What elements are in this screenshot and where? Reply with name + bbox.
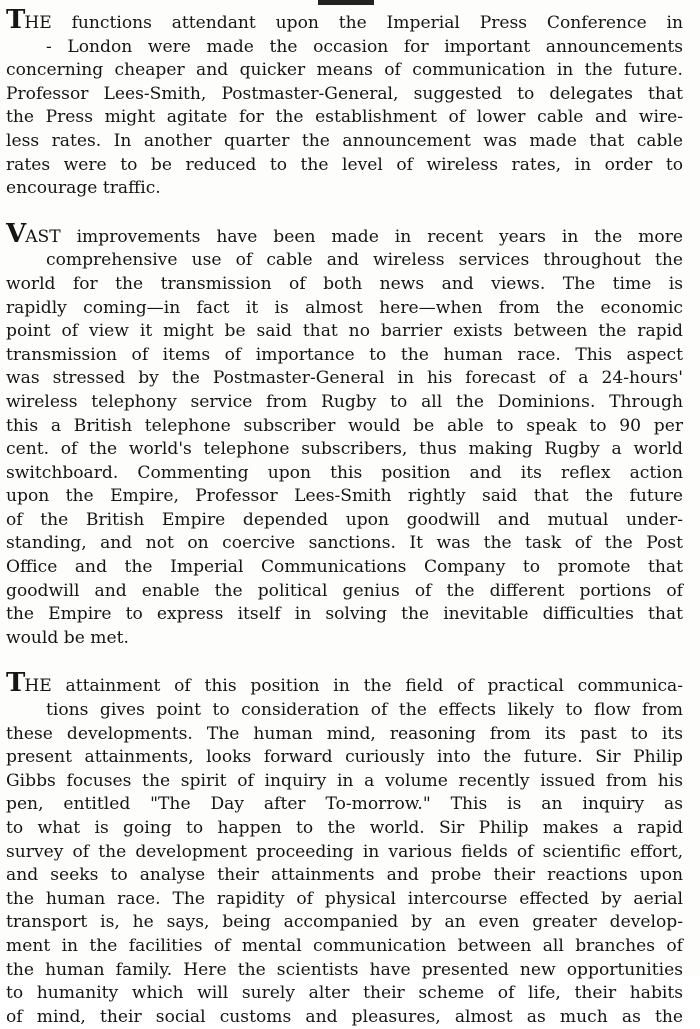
paragraph-line: upon the Empire, Professor Lees-Smith rightly said that the future bbox=[6, 486, 683, 507]
paragraph-line: VAST improvements have been made in recent years in the more bbox=[6, 218, 683, 249]
paragraph-line: less rates. In another quarter the announcement was made that cable bbox=[6, 130, 683, 151]
drop-initial: T bbox=[6, 668, 25, 699]
paragraph-line: - London were made the occasion for important announcements bbox=[46, 36, 683, 57]
drop-initial: V bbox=[6, 218, 26, 249]
paragraph-line: comprehensive use of cable and wireless services throughout the bbox=[46, 250, 683, 271]
paragraph-line: would be met. bbox=[6, 627, 129, 648]
paragraph-line: goodwill and enable the political genius of the different portions of bbox=[6, 580, 683, 601]
drop-initial: T bbox=[6, 5, 25, 35]
paragraph-line: and seeks to analyse their attainments and probe their reactions upon bbox=[6, 865, 683, 886]
paragraph-line: survey of the development proceeding in various fields of scientific effort, bbox=[6, 841, 683, 862]
paragraph-2 bbox=[6, 218, 683, 651]
paragraph-line: to what is going to happen to the world. Sir Philip makes a rapid bbox=[6, 818, 683, 838]
paragraph-line: concerning cheaper and quicker means of communication in the future. bbox=[6, 60, 683, 81]
paragraph-line: standing, and not on coercive sanctions. It was the task of the Post bbox=[6, 533, 683, 554]
paragraph-line: world for the transmission of both news and views. The time is bbox=[6, 273, 683, 294]
paragraph-line: Professor Lees-Smith, Postmaster-General, suggested to delegates that bbox=[6, 83, 683, 104]
paragraph-line: rapidly coming—in fact it is almost here—when from the economic bbox=[6, 297, 683, 318]
paragraph-line: of mind, their social customs and pleasures, almost as much as the bbox=[6, 1006, 683, 1027]
paragraph-line: the human race. The rapidity of physical intercourse effected by aerial bbox=[6, 888, 683, 909]
paragraph-line: was stressed by the Postmaster-General in his forecast of a 24-hours' bbox=[6, 368, 683, 389]
paragraph-line: of the British Empire depended upon goodwill and mutual under- bbox=[6, 509, 683, 530]
paragraph-line: transmission of items of importance to the human race. This aspect bbox=[6, 344, 683, 365]
paragraph-line: rates were to be reduced to the level of wireless rates, in order to bbox=[6, 154, 683, 175]
paragraph-line: THE functions attendant upon the Imperial Press Conference in bbox=[6, 5, 683, 35]
paragraph-line: the Empire to express itself in solving the inevitable difficulties that bbox=[6, 604, 683, 625]
paragraph-line: the human family. Here the scientists have presented new opportunities bbox=[6, 959, 683, 980]
paragraph-line: THE attainment of this position in the field of practical communica- bbox=[6, 668, 683, 699]
paragraph-line: transport is, he says, being accompanied by an even greater develop- bbox=[6, 912, 683, 933]
paragraph-line: Office and the Imperial Communications Company to promote that bbox=[6, 557, 683, 578]
paragraph-line: tions gives point to consideration of the effects likely to flow from bbox=[46, 700, 683, 721]
top-rule bbox=[318, 0, 374, 5]
paragraph-line: pen, entitled "The Day after To-morrow." This is an inquiry as bbox=[6, 794, 683, 815]
paragraph-line: wireless telephony service from Rugby to all the Dominions. Through bbox=[6, 391, 683, 412]
paragraph-line: present attainments, looks forward curiously into the future. Sir Philip bbox=[6, 747, 683, 768]
paragraph-line: to humanity which will surely alter their scheme of life, their habits bbox=[6, 983, 683, 1004]
paragraph-line: ment in the facilities of mental communication between all branches of bbox=[6, 935, 683, 956]
paragraph-line: these developments. The human mind, reasoning from its past to its bbox=[6, 723, 683, 744]
paragraph-line: Gibbs focuses the spirit of inquiry in a volume recently issued from his bbox=[6, 770, 683, 791]
paragraph-line: point of view it might be said that no barrier exists between the rapid bbox=[6, 321, 683, 342]
article-body bbox=[6, 5, 683, 1029]
paragraph-3 bbox=[6, 668, 683, 1029]
paragraph-line: this a British telephone subscriber would be able to speak to 90 per bbox=[6, 415, 683, 436]
paragraph-line: switchboard. Commenting upon this position and its reflex action bbox=[6, 462, 683, 483]
paragraph-line: the Press might agitate for the establishment of lower cable and wire- bbox=[6, 107, 683, 128]
paragraph-1 bbox=[6, 5, 683, 201]
paragraph-line: cent. of the world's telephone subscribers, thus making Rugby a world bbox=[6, 439, 683, 460]
paragraph-line: encourage traffic. bbox=[6, 178, 161, 199]
